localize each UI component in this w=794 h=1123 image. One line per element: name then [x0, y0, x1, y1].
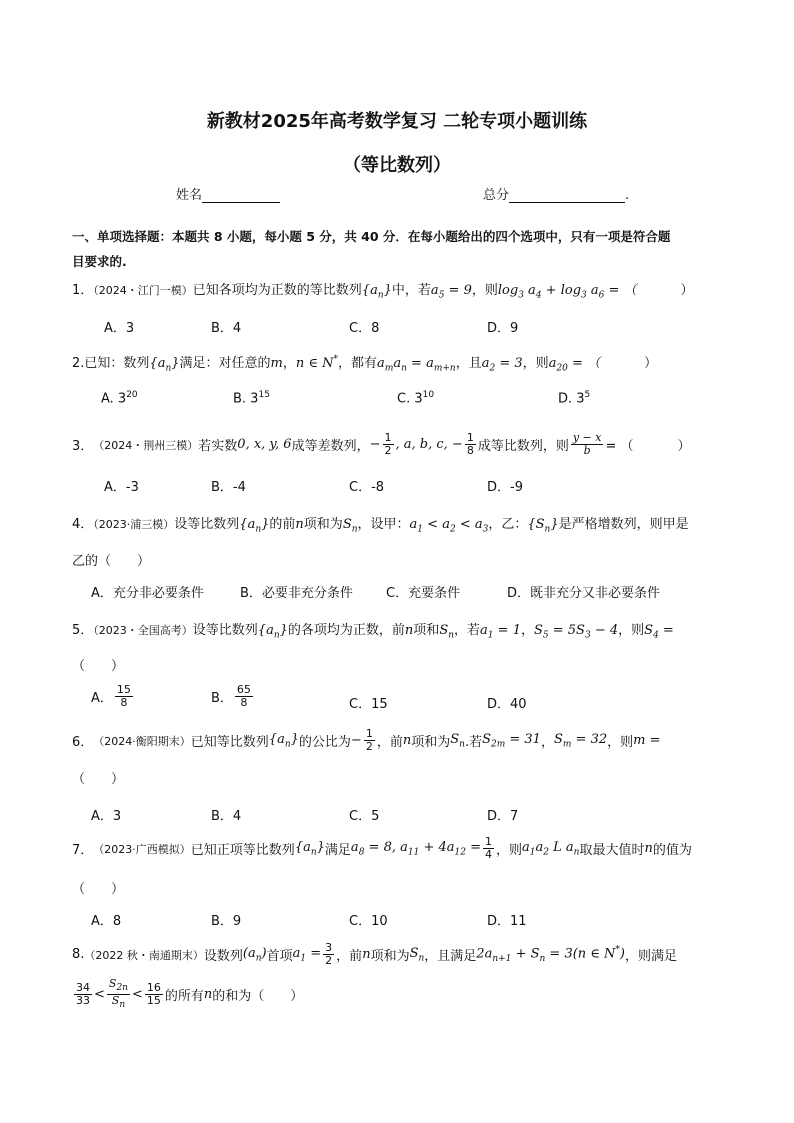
q-math: $a_5 = 9$ [430, 283, 472, 301]
question-5 [72, 619, 674, 641]
question-7-line2: （ ） [72, 882, 125, 897]
fraction: $\frac{3}{2}$ [325, 941, 333, 968]
q-text: 项和为 [303, 517, 343, 532]
question-4-line2: 乙的（ ） [72, 554, 151, 569]
q-math: n [203, 987, 213, 1003]
q-math: $\{S_n\}$ [527, 517, 559, 535]
q-math: n [402, 733, 412, 749]
q-math: $a_2 = 3$ [481, 356, 523, 374]
option-d[interactable]: D．-9 [487, 480, 523, 495]
q-math: n [644, 841, 653, 857]
page-subtitle: （等比数列） [343, 155, 451, 176]
q-text: 已知正项等比数列 [190, 843, 295, 859]
option-b[interactable]: B．9 [211, 914, 242, 929]
q-text: 已知等比数列 [190, 735, 269, 751]
q-text: 设数列 [203, 949, 243, 965]
q-text: ，且 [455, 356, 482, 371]
q-text: ，则 [496, 843, 523, 859]
option-a[interactable]: A．8 [91, 914, 122, 929]
option-d[interactable]: D. $3^5$ [558, 390, 591, 407]
q-num: 5． [72, 623, 94, 638]
q-text: 的所有 [164, 989, 204, 1005]
q-text: = （ [605, 439, 634, 455]
q-math: $\{a_n\}$ [149, 356, 180, 374]
q-text: ，则满足 [625, 949, 678, 965]
option-c[interactable]: C．充要条件 [386, 586, 461, 601]
fraction: $\frac{34}{33}$ [76, 980, 90, 1008]
q-source: （2024・江门一模） [93, 284, 193, 297]
q-math: $a_1 = 1$ [480, 623, 521, 641]
q-text: 成等差数列， [291, 439, 370, 455]
q-math: $\{a_n\}$ [268, 731, 299, 750]
q-math: $S_5 = 5S_3 - 4$ [533, 623, 619, 641]
q-text: 的和为（ ） [212, 989, 304, 1005]
q-text: ） [677, 439, 691, 455]
q-num: 4． [72, 517, 94, 532]
option-d[interactable]: D．40 [487, 697, 527, 712]
q-text: ，设甲： [357, 517, 410, 532]
q-math: $S_n$ [409, 945, 425, 964]
q-math: $\{a_n\}$ [294, 839, 325, 858]
q-text: 已知：数列 [84, 356, 150, 371]
fraction: $\frac{16}{15}$ [146, 980, 161, 1008]
q-math: $a_1a_2$ L $a_n$ [522, 839, 580, 858]
score-end: . [625, 188, 630, 203]
option-d[interactable]: D．7 [487, 809, 519, 824]
q-text: 中，若 [391, 283, 431, 298]
q-text: 满足：对任意的 [179, 356, 271, 371]
score-label: 总分 [483, 188, 510, 203]
q-text: ，乙： [488, 517, 528, 532]
option-b[interactable]: B. $3^{15}$ [233, 390, 270, 407]
option-c[interactable]: C．15 [349, 697, 388, 712]
fraction: $\frac{1}{2}$ [384, 431, 392, 458]
q-math: $a_ma_n = a_{m+n}$ [377, 356, 456, 374]
option-d[interactable]: D．9 [487, 321, 519, 336]
option-c[interactable]: C．5 [349, 809, 380, 824]
q-text: ） [680, 283, 694, 298]
q-text: ，前 [376, 735, 403, 751]
q-text: ，若 [454, 623, 481, 638]
q-source: （2024·衡阳期末） [93, 734, 191, 748]
fraction: $\frac{1}{8}$ [466, 431, 474, 458]
option-b[interactable]: B．4 [211, 321, 242, 336]
question-6-line2: （ ） [72, 772, 125, 787]
q-math: < [94, 987, 105, 1003]
q-math: n [404, 623, 414, 638]
q-text: ， [540, 735, 554, 751]
q-math: $a_1$ = [292, 945, 322, 964]
q-math: < [131, 987, 143, 1003]
question-4 [72, 513, 689, 535]
score-field [483, 184, 629, 203]
q-math: $2a_{n+1} + S_n = 3(n$ ∈ N*) [476, 945, 625, 965]
q-text: ，前 [336, 949, 363, 965]
option-b[interactable]: B． $\frac{65}{8}$ [211, 683, 251, 710]
q-math: m [270, 356, 283, 371]
option-c[interactable]: C．8 [349, 321, 380, 336]
q-math: $S_n$ [450, 731, 465, 750]
fraction: $\frac{1}{4}$ [485, 835, 492, 862]
q-text: ， [282, 356, 296, 371]
name-blank[interactable] [202, 188, 280, 203]
question-6 [72, 728, 661, 753]
q-text: 项和 [413, 623, 440, 638]
q-math: n [295, 517, 304, 532]
q-math: − [369, 437, 381, 453]
q-text: ，则 [618, 623, 645, 638]
option-a[interactable]: A．3 [104, 321, 135, 336]
option-a[interactable]: A． $\frac{15}{8}$ [91, 683, 131, 710]
q-text: 项和为 [411, 735, 451, 751]
q-text: 是严格增数列，则甲是 [558, 517, 689, 532]
section-intro-line2: 目要求的. [72, 254, 127, 269]
q-source: （2023·浦三模） [93, 518, 175, 531]
option-b[interactable]: B．-4 [211, 480, 246, 495]
q-text: 设等比数列 [192, 623, 258, 638]
q-math: $S_4$ = [644, 623, 674, 641]
fraction: $\frac{1}{2}$ [365, 727, 373, 754]
fraction: $\frac{65}{8}$ [236, 683, 251, 710]
option-c[interactable]: C. $3^{10}$ [397, 390, 435, 407]
page-title: 新教材2025年高考数学复习 二轮专项小题训练 [206, 111, 588, 132]
q-text: ，则 [471, 283, 498, 298]
question-8-line2 [72, 978, 303, 1011]
q-num: 6． [72, 735, 94, 751]
q-math: , a, b, c, − [395, 437, 463, 453]
q-source: （2023・全国高考） [93, 624, 193, 637]
option-d[interactable]: D．11 [487, 914, 527, 929]
fraction: $\frac{15}{8}$ [116, 683, 131, 710]
q-text: 设等比数列 [174, 517, 240, 532]
q-math: $\{a_n\}$ [361, 283, 392, 301]
q-math: n ∈ N* [295, 354, 339, 371]
q-text: 取最大值时 [579, 843, 645, 859]
q-text: 成等比数列，则 [477, 439, 569, 455]
option-c[interactable]: C．-8 [349, 480, 385, 495]
q-text: 的值为 [652, 843, 692, 859]
section-intro-line1: 一、单项选择题：本题共 8 小题，每小题 5 分，共 40 分．在每小题给出的四个选项中，只有一项是符合题 [72, 229, 671, 244]
q-text: ， [520, 623, 534, 638]
q-math: $a_{20}$ = （ [548, 356, 601, 374]
q-math: $a_1 < a_2 < a_3$ [409, 517, 489, 535]
q-text: 已知各项均为正数的等比数列 [192, 283, 362, 298]
q-math: $a_8 = 8$, $a_{11} + 4a_{12}$ = [350, 839, 481, 858]
q-math: $S_n$ [439, 623, 455, 641]
q-text: ，都有 [338, 356, 378, 371]
q-math: $S_n$ [342, 517, 358, 535]
q-text: 的前 [269, 517, 296, 532]
option-a[interactable]: A．-3 [104, 480, 139, 495]
q-source: （2023·广西模拟） [93, 842, 191, 856]
q-source: （2024・荆州三模） [93, 438, 199, 452]
option-c[interactable]: C．10 [349, 914, 388, 929]
q-math: $S_{2m} = 31$ [482, 731, 541, 750]
option-b[interactable]: B．4 [211, 809, 242, 824]
question-1 [72, 279, 694, 301]
name-field [176, 184, 280, 203]
q-math: $\{a_n\}$ [239, 517, 270, 535]
q-text: .若 [464, 735, 483, 751]
option-d[interactable]: D．既非充分又非必要条件 [507, 586, 661, 601]
q-num: 3． [72, 439, 94, 455]
option-b[interactable]: B．必要非充分条件 [240, 586, 353, 601]
fraction: $\frac{y - x}{b}$ [572, 431, 602, 458]
q-math: $\log_3 a_4 + \log_3 a_6$ = （ [497, 283, 637, 301]
q-num: 2. [72, 356, 85, 371]
question-7 [72, 836, 692, 861]
q-text: 项和为 [370, 949, 410, 965]
option-a[interactable]: A．3 [91, 809, 122, 824]
question-5-line2: （ ） [72, 659, 125, 674]
q-source: （2022 秋・南通期末） [84, 948, 204, 962]
question-3 [72, 432, 691, 457]
q-math: m = [633, 733, 661, 749]
q-math: 0, x, y, 6 [237, 437, 292, 453]
option-a[interactable]: A. $3^{20}$ [101, 390, 138, 407]
question-2 [72, 352, 657, 374]
q-math: n [362, 947, 371, 963]
q-text: 满足 [324, 843, 351, 859]
q-text: ，则 [607, 735, 634, 751]
score-blank[interactable] [509, 188, 625, 203]
q-math: $(a_n)$ [242, 945, 267, 964]
q-text: 若实数 [198, 439, 238, 455]
q-math: $S_m = 32$ [553, 731, 608, 750]
q-text: 的公比为 [298, 735, 351, 751]
q-math: $\{a_n\}$ [257, 623, 288, 641]
q-text: ，且满足 [424, 949, 477, 965]
q-text: ，则 [522, 356, 549, 371]
q-num: 7． [72, 843, 94, 859]
q-text: 首项 [266, 949, 293, 965]
q-num: 8. [72, 947, 85, 963]
question-8 [72, 942, 677, 967]
q-text: ） [644, 356, 658, 371]
option-a[interactable]: A．充分非必要条件 [91, 586, 204, 601]
q-math: − [350, 733, 362, 749]
q-text: 的各项均为正数，前 [287, 623, 405, 638]
name-label: 姓名 [176, 188, 203, 203]
q-num: 1． [72, 283, 94, 298]
fraction: $\frac{S_{2n}}{S_n}$ [108, 977, 128, 1011]
